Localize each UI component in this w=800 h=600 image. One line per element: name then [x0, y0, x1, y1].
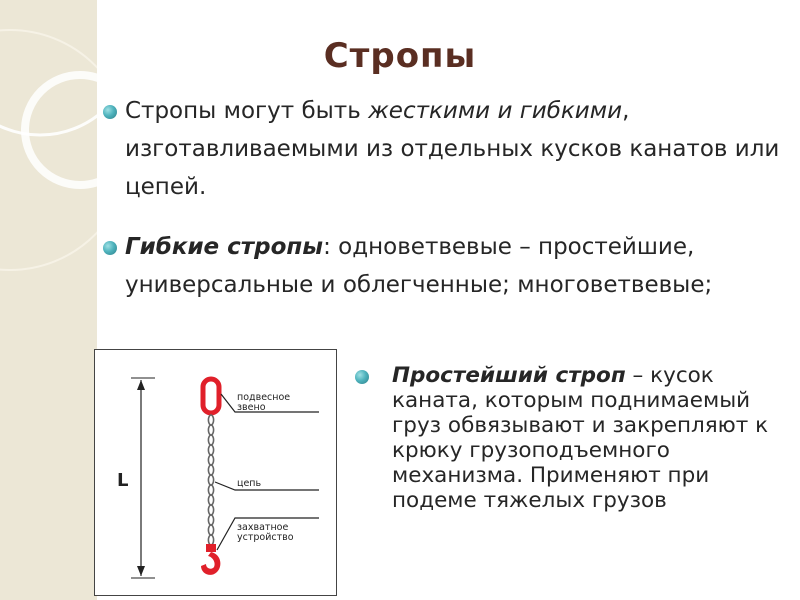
dimension-arrow-top [137, 380, 145, 390]
sling-diagram [94, 349, 337, 596]
label-chain: цепь [237, 478, 262, 489]
sling-diagram-svg [95, 350, 336, 595]
bullet-simple-sling [355, 363, 795, 513]
text-after: , изготавливаемыми из отдельных кусков канатов или цепей. [125, 98, 780, 200]
label-grip-line2: устройство [237, 532, 294, 543]
decorative-side-band [0, 0, 97, 600]
bullet-dot-icon [355, 370, 369, 384]
dimension-arrow-bottom [137, 566, 145, 576]
bullet-text [125, 228, 783, 304]
definition: : одноветвевые – простейшие, универсальные и облегченные; многоветвевые; [125, 234, 713, 298]
bullet-dot-icon [103, 241, 117, 255]
label-grip-line1: захватное [237, 522, 289, 533]
label-link-line2: звено [237, 402, 266, 413]
bullet-text [125, 92, 783, 206]
emphasis-text: жесткими и гибкими [368, 98, 623, 124]
label-link-line1: подвесное [237, 392, 291, 403]
chain [208, 415, 213, 545]
term: Гибкие стропы [125, 234, 324, 260]
bullet-text [392, 363, 795, 513]
text-before: Стропы могут быть [125, 98, 369, 124]
suspension-link [203, 379, 219, 413]
bullet-dot-icon [103, 105, 117, 119]
term: Простейший строп [392, 363, 626, 388]
bullet-slings-types [103, 92, 783, 206]
slide-title: Стропы [323, 36, 477, 76]
bullet-flexible-slings [103, 228, 783, 304]
decorative-rings [0, 0, 97, 600]
dimension-label: L [117, 470, 129, 491]
leader-chain [215, 482, 319, 490]
definition: – кусок каната, которым поднимаемый груз обвязывают и закрепляют к крюку грузоподъемного механизма. Применяют при подеме тяжелых грузов [392, 363, 769, 513]
